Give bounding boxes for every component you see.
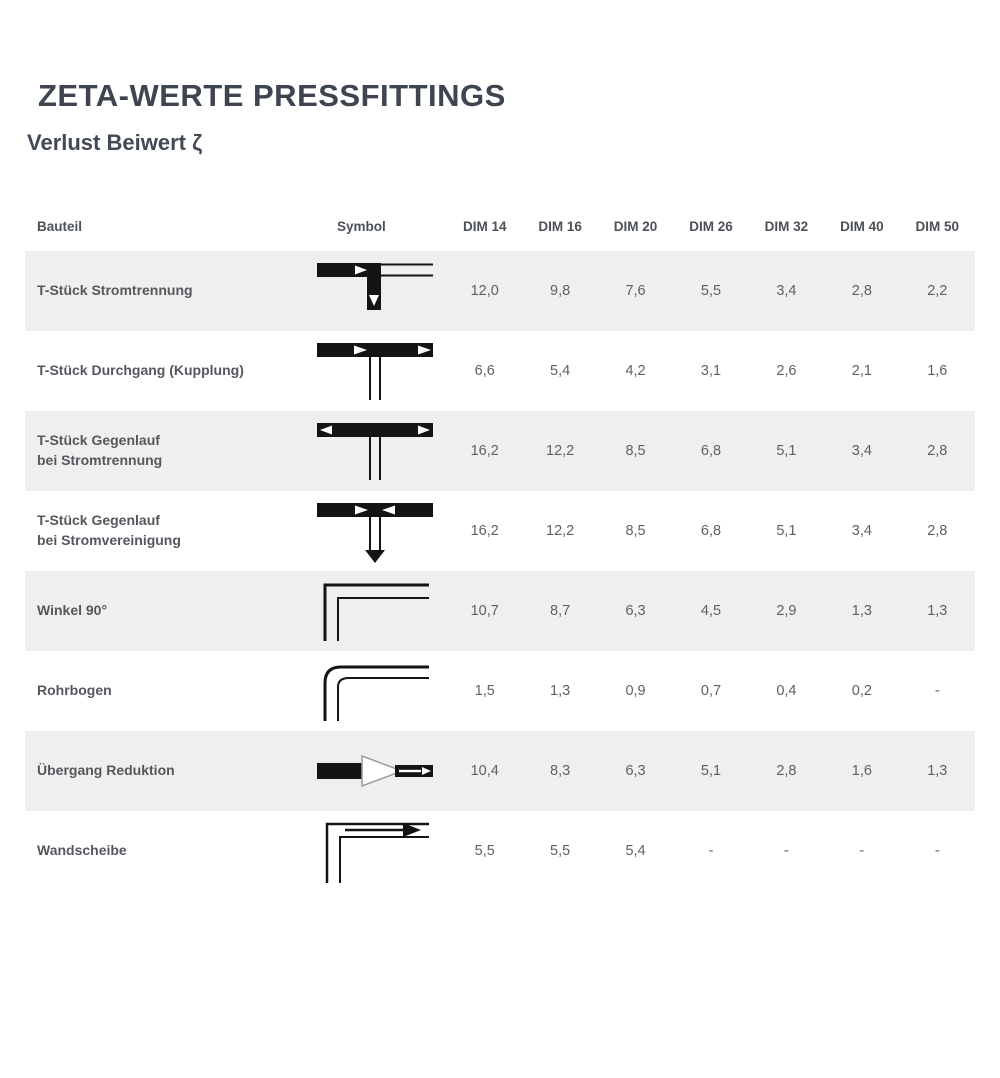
pipe-bend-icon — [303, 651, 447, 731]
zeta-value: 5,1 — [776, 443, 797, 459]
col-header-dim-26: DIM 26 — [689, 218, 733, 234]
table-row — [25, 651, 975, 731]
page — [0, 78, 1000, 891]
table-row — [25, 251, 975, 331]
zeta-value: 2,8 — [927, 443, 948, 459]
wall-plate-icon — [303, 811, 447, 891]
tee-counterflow-split-icon — [303, 411, 447, 491]
zeta-value: 5,1 — [700, 763, 722, 779]
zeta-value: 12,2 — [546, 523, 575, 539]
zeta-value: 12,2 — [546, 443, 575, 459]
page-title: ZETA-WERTE PRESSFITTINGS — [38, 78, 506, 113]
zeta-value: 1,6 — [927, 363, 948, 379]
zeta-value: - — [934, 683, 940, 699]
zeta-value: 2,1 — [851, 363, 872, 379]
zeta-value: 1,3 — [927, 603, 948, 619]
bauteil-label: T-Stück Gegenlauf bei Stromvereinigung — [37, 512, 181, 548]
bauteil-label: Winkel 90° — [37, 602, 108, 619]
table-row — [25, 411, 975, 491]
zeta-value: - — [784, 843, 789, 859]
zeta-value: 4,2 — [625, 363, 646, 379]
zeta-value: 6,3 — [625, 603, 646, 619]
zeta-value: 0,4 — [776, 683, 797, 699]
angle-90-icon — [303, 571, 447, 651]
zeta-value: - — [859, 843, 865, 859]
zeta-value: 5,5 — [550, 843, 571, 859]
table-body — [25, 251, 975, 891]
bauteil-label: Rohrbogen — [37, 682, 112, 699]
bauteil-label: T-Stück Stromtrennung — [37, 282, 193, 299]
col-header-dim-20: DIM 20 — [613, 218, 658, 234]
zeta-value: 0,2 — [851, 683, 872, 699]
zeta-value: 3,1 — [700, 363, 722, 379]
zeta-value: 16,2 — [470, 443, 499, 459]
zeta-value: 3,4 — [851, 443, 872, 459]
zeta-value: 8,3 — [550, 763, 571, 779]
zeta-value: 1,3 — [927, 763, 948, 779]
zeta-value: 4,5 — [700, 603, 722, 619]
tee-counterflow-merge-icon — [303, 491, 447, 571]
zeta-value: 1,6 — [851, 763, 872, 779]
zeta-value: 5,4 — [550, 363, 571, 379]
zeta-value: 8,5 — [625, 523, 646, 539]
col-header-bauteil: Bauteil — [37, 218, 83, 234]
col-header-dim-32: DIM 32 — [764, 218, 809, 234]
table-row — [25, 571, 975, 651]
tee-flow-split-icon — [303, 251, 447, 331]
zeta-value: 5,5 — [474, 843, 495, 859]
page-subtitle: Verlust Beiwert ζ — [27, 130, 203, 155]
zeta-value: 1,3 — [851, 603, 872, 619]
zeta-value: 16,2 — [470, 523, 499, 539]
zeta-value: 8,7 — [550, 603, 571, 619]
zeta-value: 6,3 — [625, 763, 646, 779]
table-row — [25, 331, 975, 411]
zeta-value: 2,2 — [927, 283, 948, 299]
zeta-values-table — [25, 201, 975, 891]
col-header-dim-50: DIM 50 — [915, 218, 960, 234]
bauteil-label: Übergang Reduktion — [37, 762, 175, 779]
zeta-value: 2,9 — [776, 603, 797, 619]
zeta-value: 0,7 — [700, 683, 722, 699]
zeta-value: 5,4 — [625, 843, 646, 859]
zeta-value: 8,5 — [625, 443, 646, 459]
col-header-dim-14: DIM 14 — [462, 218, 507, 234]
zeta-value: - — [934, 843, 940, 859]
zeta-value: 3,4 — [851, 523, 872, 539]
zeta-value: 1,3 — [550, 683, 571, 699]
col-header-symbol: Symbol — [337, 218, 386, 234]
bauteil-label: Wandscheibe — [37, 842, 127, 859]
zeta-value: 0,9 — [625, 683, 646, 699]
table-header-row — [25, 201, 975, 251]
bauteil-label: T-Stück Durchgang (Kupplung) — [37, 362, 244, 379]
zeta-value: - — [708, 843, 714, 859]
zeta-value: 7,6 — [625, 283, 646, 299]
zeta-value: 10,7 — [470, 603, 499, 619]
zeta-value: 6,6 — [474, 363, 495, 379]
table-row — [25, 491, 975, 571]
bauteil-label: T-Stück Gegenlauf bei Stromtrennung — [37, 432, 163, 468]
zeta-value: 6,8 — [700, 443, 722, 459]
table-row — [25, 811, 975, 891]
zeta-value: 2,8 — [851, 283, 872, 299]
zeta-value: 5,1 — [776, 523, 797, 539]
table-row — [25, 731, 975, 811]
zeta-value: 2,8 — [776, 763, 797, 779]
zeta-value: 10,4 — [470, 763, 499, 779]
zeta-value: 2,6 — [776, 363, 797, 379]
zeta-value: 6,8 — [700, 523, 722, 539]
zeta-value: 12,0 — [470, 283, 499, 299]
zeta-value: 2,8 — [927, 523, 948, 539]
zeta-value: 1,5 — [474, 683, 495, 699]
col-header-dim-40: DIM 40 — [840, 218, 884, 234]
zeta-value: 5,5 — [700, 283, 722, 299]
col-header-dim-16: DIM 16 — [538, 218, 582, 234]
reduction-icon — [303, 731, 447, 811]
zeta-value: 9,8 — [550, 283, 571, 299]
zeta-value: 3,4 — [776, 283, 797, 299]
tee-flow-through-icon — [303, 331, 447, 411]
